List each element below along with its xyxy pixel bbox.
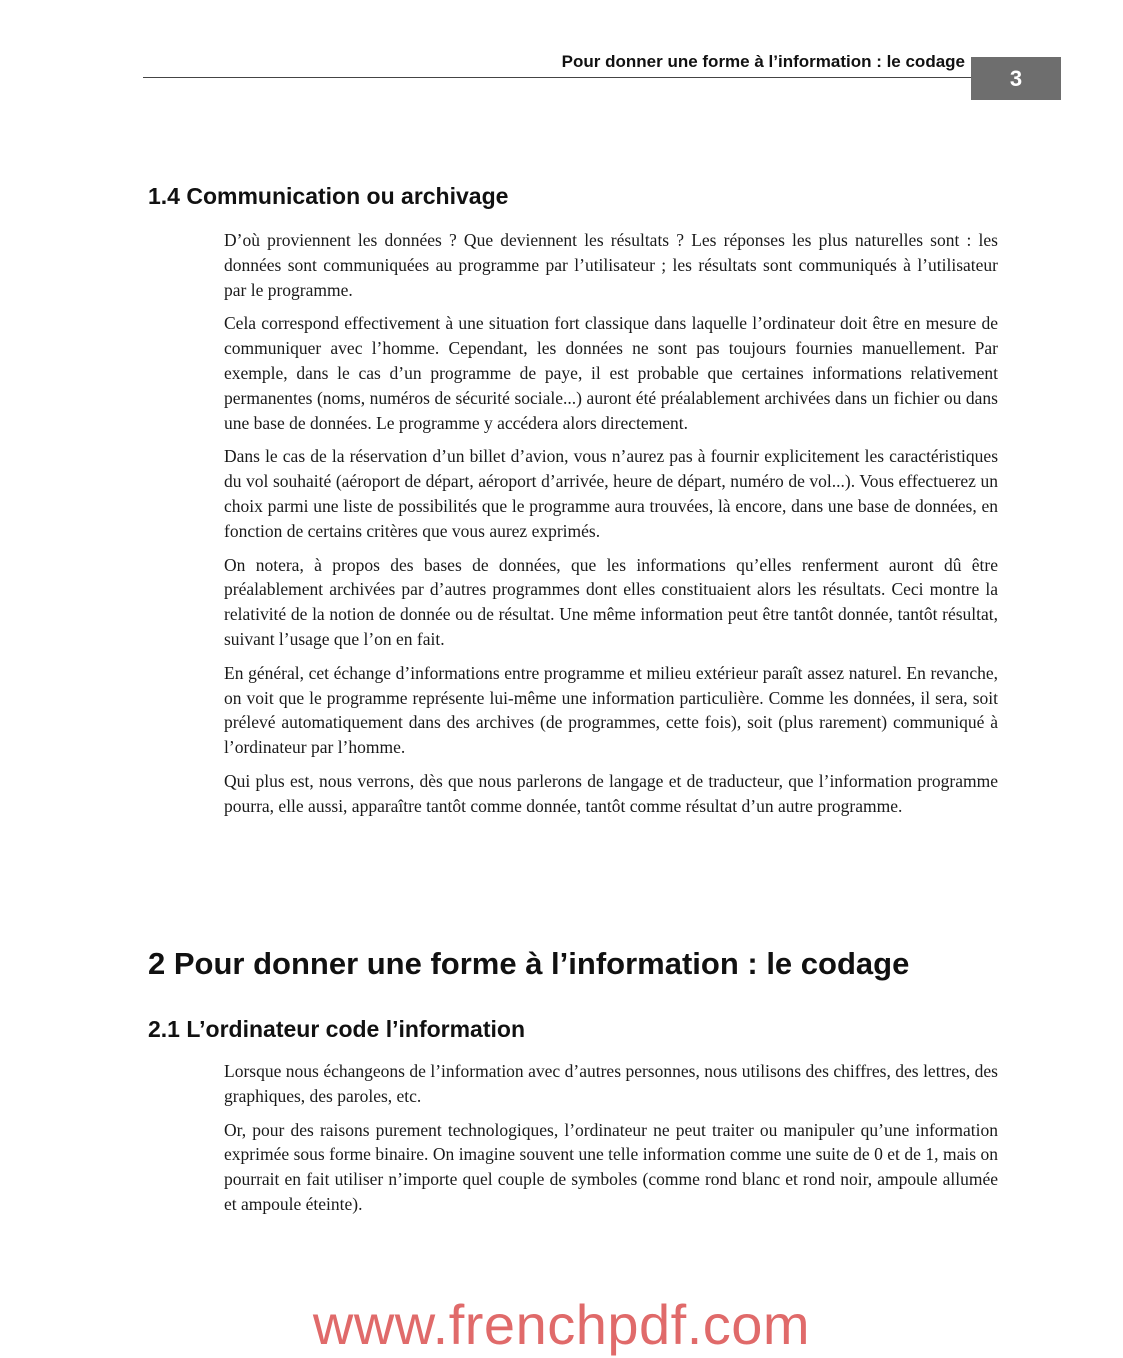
paragraph: Cela correspond effectivement à une situation fort classique dans laquelle l’ordinateur doit être en mesure de communiquer avec l’homme. Cependant, les données ne sont pas toujours fournies manuellement. Par exemple, dans le cas d’un programme de paye, il est probable que certaines informations relativement permanentes (noms, numéros de sécurité sociale...) auront été préalablement archivées dans un fichier ou dans une base de données. Le programme y accédera alors directement.: [224, 313, 998, 433]
header-rule: [143, 77, 971, 78]
paragraph: On notera, à propos des bases de données, que les informations qu’elles renferment auront dû être préalablement archivées par d’autres programmes dont elles constituaient alors les résultats. Ceci montre la relativité de la notion de donnée ou de résultat. Une même information peut être tantôt donnée, tantôt résultat, suivant l’usage que l’on en fait.: [224, 554, 998, 649]
chapter-heading-2: 2 Pour donner une forme à l’information : le codage: [148, 946, 910, 981]
running-title: Pour donner une forme à l’information : le codage: [561, 52, 965, 71]
paragraph: En général, cet échange d’informations entre programme et milieu extérieur paraît assez naturel. En revanche, on voit que le programme représente lui-même une information particulière. Comme les données, il sera, soit prélevé automatiquement dans des archives (de programmes, cette fois), soit (plus rarement) communiqué à l’ordinateur par l’homme.: [224, 662, 998, 758]
section-heading-1-4: 1.4 Communication ou archivage: [148, 183, 509, 209]
section-1-4-body: [224, 228, 998, 828]
page-number: 3: [971, 57, 1061, 100]
paragraph: Or, pour des raisons purement technologiques, l’ordinateur ne peut traiter ou manipuler qu’une information exprimée sous forme binaire. On imagine souvent une telle information comme une suite de 0 et de 1, mais on pourrait en fait utiliser n’importe quel couple de symboles (comme rond blanc et rond noir, ampoule allumée et ampoule éteinte).: [224, 1119, 998, 1214]
paragraph: Dans le cas de la réservation d’un billet d’avion, vous n’aurez pas à fournir explicitement les caractéristiques du vol souhaité (aéroport de départ, aéroport d’arrivée, heure de départ, numéro de vol...). Vous effectuerez un choix parmi une liste de possibilités que le programme aura trouvées, là encore, dans une base de données, en fonction de certains critères que vous aurez exprimés.: [224, 446, 998, 541]
paragraph: Qui plus est, nous verrons, dès que nous parlerons de langage et de traducteur, que l’information programme pourra, elle aussi, apparaître tantôt comme donnée, tantôt comme résultat d’un autre programme.: [224, 770, 998, 816]
section-heading-2-1: 2.1 L’ordinateur code l’information: [148, 1016, 525, 1042]
paragraph: D’où proviennent les données ? Que deviennent les résultats ? Les réponses les plus naturelles sont : les données sont communiquées au programme par l’utilisateur ; les résultats sont communiqués à l’utilisateur par le programme.: [224, 230, 998, 300]
paragraph: Lorsque nous échangeons de l’information avec d’autres personnes, nous utilisons des chiffres, des lettres, des graphiques, des paroles, etc.: [224, 1061, 998, 1106]
watermark-link[interactable]: www.frenchpdf.com: [312, 1293, 811, 1356]
section-2-1-body: [224, 1059, 998, 1226]
